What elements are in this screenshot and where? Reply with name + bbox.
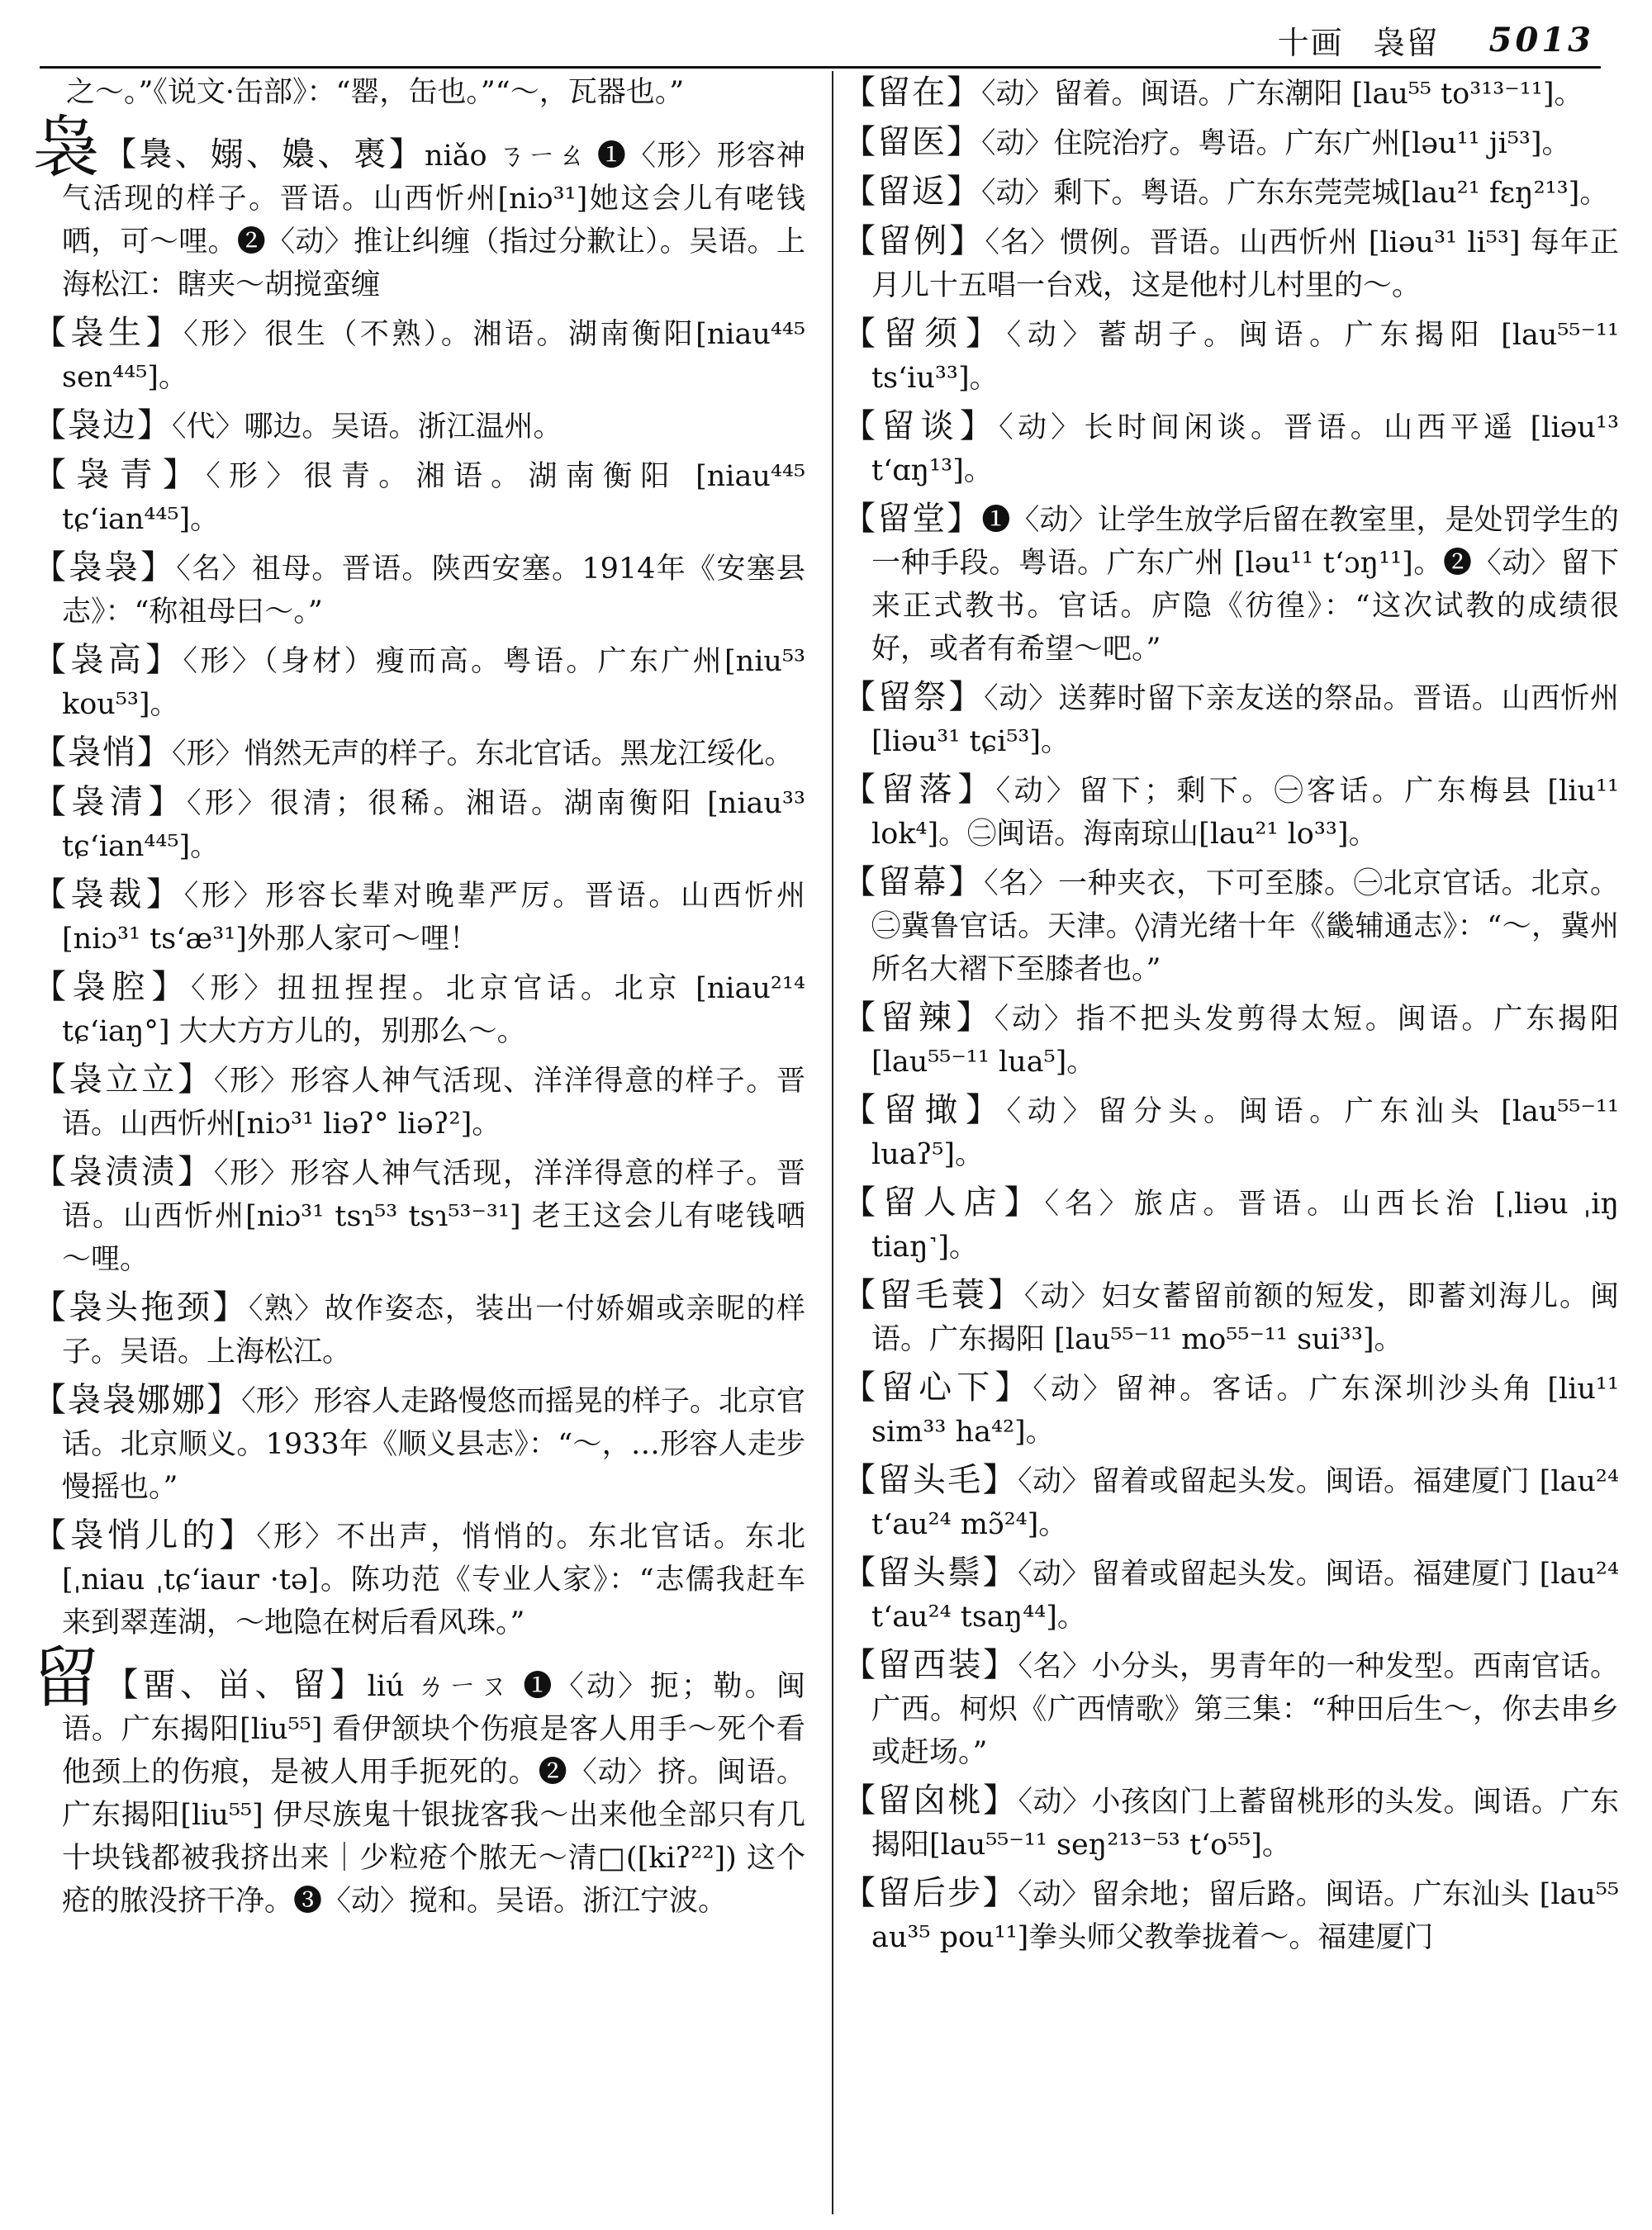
dictionary-entry	[843, 170, 1619, 215]
definition-text: 〈代〉哪边。吴语。浙江温州。	[172, 410, 563, 444]
entry-headword: 【留毛蓑】	[843, 1276, 1024, 1314]
dictionary-entry	[843, 676, 1619, 763]
definition-text: niǎo ㄋㄧㄠ ❶〈形〉形容神气活现的样子。晋语。山西忻州[niɔ³¹]她这会儿有咾钱哂，可～哩。❷〈动〉推让纠缠（指过分歉让）。吴语。上海松江：瞎夹～胡搅蛮缠	[62, 140, 805, 301]
entry-headword: 【留返】	[843, 173, 981, 211]
dictionary-entry	[33, 311, 805, 399]
right-column	[843, 71, 1619, 2218]
entry-headword: 【留在】	[843, 74, 981, 112]
definition-text: 〈形〉形容长辈对晚辈严厉。晋语。山西忻州[niɔ³¹ tsʻæ³¹]外那人家可～哩！	[62, 880, 805, 956]
dictionary-entry	[843, 861, 1619, 991]
definition-text: ❶〈动〉让学生放学后留在教室里，是处罚学生的一种手段。粤语。广东广州 [ləu¹¹ tʻɔŋ¹¹]。❷〈动〉留下来正式教书。官话。庐隐《彷徨》：“这次试教的成绩很好，或者有希望～吧。”	[871, 504, 1619, 666]
column-divider	[832, 71, 833, 2214]
dictionary-entry	[843, 1089, 1619, 1176]
dictionary-entry	[843, 1644, 1619, 1774]
definition-text: 〈形〉不出声，悄悄的。东北官话。东北[ˌniau ˌtɕʻiaur ·tə]。陈功范《专业人家》：“志儒我赶车来到翠莲湖，～地隐在树后看风珠。”	[62, 1521, 805, 1639]
definition-text: 〈动〉留着。闽语。广东潮阳 [lau⁵⁵ to³¹³⁻¹¹]。	[981, 78, 1583, 111]
dictionary-entry	[33, 546, 805, 633]
dictionary-entry	[33, 731, 805, 776]
dictionary-entry	[843, 71, 1619, 116]
definition-text: 〈名〉祖母。晋语。陕西安塞。1914年《安塞县志》：“称祖母曰～。”	[62, 553, 805, 629]
dictionary-entry	[33, 638, 805, 726]
entry-headword: 【留撖】	[843, 1091, 1007, 1129]
entry-headword: 【袅立立】	[33, 1060, 214, 1098]
entry-headword: 【留后步】	[843, 1874, 1018, 1912]
dictionary-entry	[33, 1151, 805, 1281]
dictionary-entry	[843, 1459, 1619, 1546]
dictionary-entry	[33, 873, 805, 961]
entry-headword: 【袅头拖颈】	[33, 1288, 249, 1326]
header-rule	[40, 66, 1601, 69]
definition-text: 〈形〉扭扭捏捏。北京官话。北京 [niau²¹⁴ tɕʻiaŋ°] 大大方方儿的，别那么～。	[62, 972, 805, 1048]
definition-text: 〈动〉留着或留起头发。闽语。福建厦门 [lau²⁴ tʻau²⁴ mɔ̃²⁴]。	[871, 1465, 1619, 1541]
definition-text: 〈形〉很清；很稀。湘语。湖南衡阳 [niau³³ tɕʻian⁴⁴⁵]。	[62, 787, 805, 863]
definition-text: 〈动〉送葬时留下亲友送的祭品。晋语。山西忻州[liəu³¹ tɕi⁵³]。	[871, 682, 1619, 758]
entry-headword: 【留西装】	[843, 1646, 1018, 1684]
definition-text: 〈形〉很青。湘语。湖南衡阳 [niau⁴⁴⁵ tɕʻian⁴⁴⁵]。	[62, 460, 805, 536]
headword-character: 留	[33, 1639, 102, 1716]
dictionary-entry	[33, 404, 805, 448]
entry-headword: 【袅青】	[33, 456, 206, 494]
entry-headword: 【留堂】	[843, 500, 982, 538]
header-words: 袅留	[1373, 24, 1440, 61]
entry-headword: 【留例】	[843, 222, 985, 260]
entry-headword: 【留头鬃】	[843, 1554, 1018, 1592]
dictionary-entry	[33, 453, 805, 541]
definition-text: 〈熟〉故作姿态，装出一付娇媚或亲昵的样子。吴语。上海松江。	[62, 1293, 805, 1369]
entry-headword: 【留须】	[843, 315, 1007, 353]
dictionary-entry	[33, 1378, 805, 1509]
entry-headword: 【留头毛】	[843, 1461, 1018, 1499]
dictionary-entry	[33, 966, 805, 1053]
dictionary-entry	[843, 1274, 1619, 1361]
definition-text: 〈形〉悄然无声的样子。东北官话。黑龙江绥化。	[172, 738, 794, 771]
dictionary-entry	[843, 405, 1619, 492]
definition-text: 〈动〉剩下。粤语。广东东莞莞城[lau²¹ fɛŋ²¹³]。	[981, 177, 1609, 210]
variant-forms: 【畱、畄、留】	[105, 1666, 368, 1704]
entry-headword: 【袅悄儿的】	[33, 1516, 257, 1554]
definition-text: 之～。”《说文·缶部》：“罂，缶也。”“～，瓦器也。”	[66, 76, 685, 109]
dictionary-entry	[843, 1779, 1619, 1867]
definition-text: 〈动〉留着或留起头发。闽语。福建厦门 [lau²⁴ tʻau²⁴ tsaŋ⁴⁴]。	[871, 1558, 1619, 1634]
dictionary-entry	[843, 1872, 1619, 1959]
entry-headword: 【袅袅娜娜】	[33, 1381, 242, 1419]
definition-text: 〈形〉（身材）瘦而高。粤语。广东广州[niu⁵³ kou⁵³]。	[62, 645, 805, 721]
entry-headword: 【留心下】	[843, 1369, 1033, 1407]
dictionary-entry	[843, 497, 1619, 671]
definition-text: 〈动〉蓄胡子。闽语。广东揭阳 [lau⁵⁵⁻¹¹ tsʻiu³³]。	[871, 319, 1619, 395]
definition-text: 〈动〉小孩囟门上蓄留桃形的头发。闽语。广东揭阳[lau⁵⁵⁻¹¹ seŋ²¹³⁻⁵³ tʻo⁵⁵]。	[871, 1786, 1619, 1862]
dictionary-entry	[843, 768, 1619, 856]
definition-text: 〈形〉很生（不熟）。湘语。湖南衡阳[niau⁴⁴⁵ sen⁴⁴⁵]。	[62, 318, 805, 394]
dictionary-entry	[843, 121, 1619, 165]
entry-headword: 【袅裁】	[33, 875, 184, 913]
entry-headword: 【袅袅】	[33, 548, 177, 586]
entry-headword: 【留幕】	[843, 863, 985, 901]
entry-headword: 【袅生】	[33, 314, 184, 352]
entry-headword: 【袅渍渍】	[33, 1153, 214, 1191]
dictionary-entry	[843, 220, 1619, 307]
page-header	[33, 15, 1594, 64]
header-section: 十画	[1277, 24, 1344, 61]
definition-text: 〈名〉旅店。晋语。山西长治 [ˌliəu ˌiŋ tiaŋ˺]。	[871, 1188, 1619, 1264]
definition-text: 〈动〉指不把头发剪得太短。闽语。广东揭阳 [lau⁵⁵⁻¹¹ lua⁵]。	[871, 1003, 1619, 1079]
dictionary-entry	[33, 1514, 805, 1644]
entry-headword: 【留落】	[843, 771, 996, 809]
definition-text: 〈名〉惯例。晋语。山西忻州 [liəu³¹ li⁵³] 每年正月儿十五唱一台戏，这是他村儿村里的～。	[871, 226, 1619, 302]
left-column	[33, 71, 805, 2218]
entry-headword: 【留辣】	[843, 999, 995, 1037]
character-entry	[33, 109, 805, 306]
dictionary-entry	[33, 780, 805, 868]
definition-text: 〈动〉留余地；留后路。闽语。广东汕头 [lau⁵⁵ au³⁵ pou¹¹]拳头师父教拳拢着～。福建厦门	[871, 1878, 1619, 1954]
entry-headword: 【袅高】	[33, 641, 183, 679]
character-entry	[33, 1639, 805, 1923]
definition-text: 〈形〉形容人神气活现、洋洋得意的样子。晋语。山西忻州[niɔ³¹ liəʔ° liəʔ²]。	[62, 1065, 805, 1141]
definition-text: 〈形〉形容人神气活现，洋洋得意的样子。晋语。山西忻州[niɔ³¹ tsɿ⁵³ tsɿ⁵³⁻³¹] 老王这会儿有咾钱哂～哩。	[62, 1157, 805, 1276]
entry-headword: 【留医】	[843, 123, 981, 161]
definition-text: 〈动〉留下；剩下。㊀客话。广东梅县 [liu¹¹ lok⁴]。㊁闽语。海南琼山[lau²¹ lo³³]。	[871, 775, 1619, 851]
page-number: 5013	[1488, 20, 1594, 59]
entry-headword: 【袅腔】	[33, 968, 192, 1006]
dictionary-entry	[843, 1551, 1619, 1639]
entry-headword: 【留祭】	[843, 678, 985, 716]
definition-text: 〈动〉留神。客话。广东深圳沙头角 [liu¹¹ sim³³ ha⁴²]。	[871, 1373, 1619, 1449]
dictionary-entry	[843, 1181, 1619, 1269]
entry-headword: 【留谈】	[843, 407, 999, 445]
definition-text: 〈动〉留分头。闽语。广东汕头 [lau⁵⁵⁻¹¹ luaʔ⁵]。	[871, 1095, 1619, 1171]
definition-text: 〈动〉妇女蓄留前额的短发，即蓄刘海儿。闽语。广东揭阳 [lau⁵⁵⁻¹¹ mo⁵⁵⁻¹¹ sui³³]。	[871, 1280, 1619, 1356]
headword-character: 袅	[33, 109, 101, 186]
entry-headword: 【留人店】	[843, 1184, 1045, 1222]
definition-text: liú ㄌㄧㄡ ❶〈动〉扼；勒。闽语。广东揭阳[liu⁵⁵] 看伊颔块个伤痕是客人用手～死个看他颈上的伤痕，是被人用手扼死的。❷〈动〉挤。闽语。广东揭阳[liu⁵⁵] 伊尽族鬼十银拢客我～出来他全部只有几十块钱都被我挤出来｜少粒疮个脓无～清□([kiʔ²²]) 这个疮的脓没挤干净。❸〈动〉搅和。吴语。浙江宁波。	[62, 1670, 805, 1918]
entry-headword: 【袅边】	[33, 406, 172, 444]
definition-text: 〈名〉一种夹衣，下可至膝。㊀北京官话。北京。㊁冀鲁官话。天津。◊清光绪十年《畿辅通志》：“～，冀州所名大褶下至膝者也。”	[871, 867, 1619, 986]
entry-headword: 【袅清】	[33, 783, 187, 821]
dictionary-entry	[33, 1058, 805, 1146]
dictionary-entry	[33, 1286, 805, 1374]
definition-text: 〈动〉住院治疗。粤语。广东广州[ləu¹¹ ji⁵³]。	[981, 127, 1571, 160]
definition-text: 〈名〉小分头，男青年的一种发型。西南官话。广西。柯炽《广西情歌》第三集：“种田后生～，你去串乡或赶场。”	[871, 1650, 1619, 1769]
entry-headword: 【留囟桃】	[843, 1782, 1018, 1820]
dictionary-entry	[843, 996, 1619, 1084]
continuation-text	[33, 71, 805, 114]
definition-text: 〈动〉长时间闲谈。晋语。山西平遥 [liəu¹³ tʻɑŋ¹³]。	[871, 411, 1619, 487]
entry-headword: 【袅悄】	[33, 733, 172, 771]
dictionary-entry	[843, 312, 1619, 400]
variant-forms: 【裊、嫋、嬝、褭】	[103, 135, 425, 173]
dictionary-entry	[843, 1366, 1619, 1454]
definition-text: 〈形〉形容人走路慢悠而摇晃的样子。北京官话。北京顺义。1933年《顺义县志》：“～，…形容人走步慢摇也。”	[62, 1385, 805, 1504]
